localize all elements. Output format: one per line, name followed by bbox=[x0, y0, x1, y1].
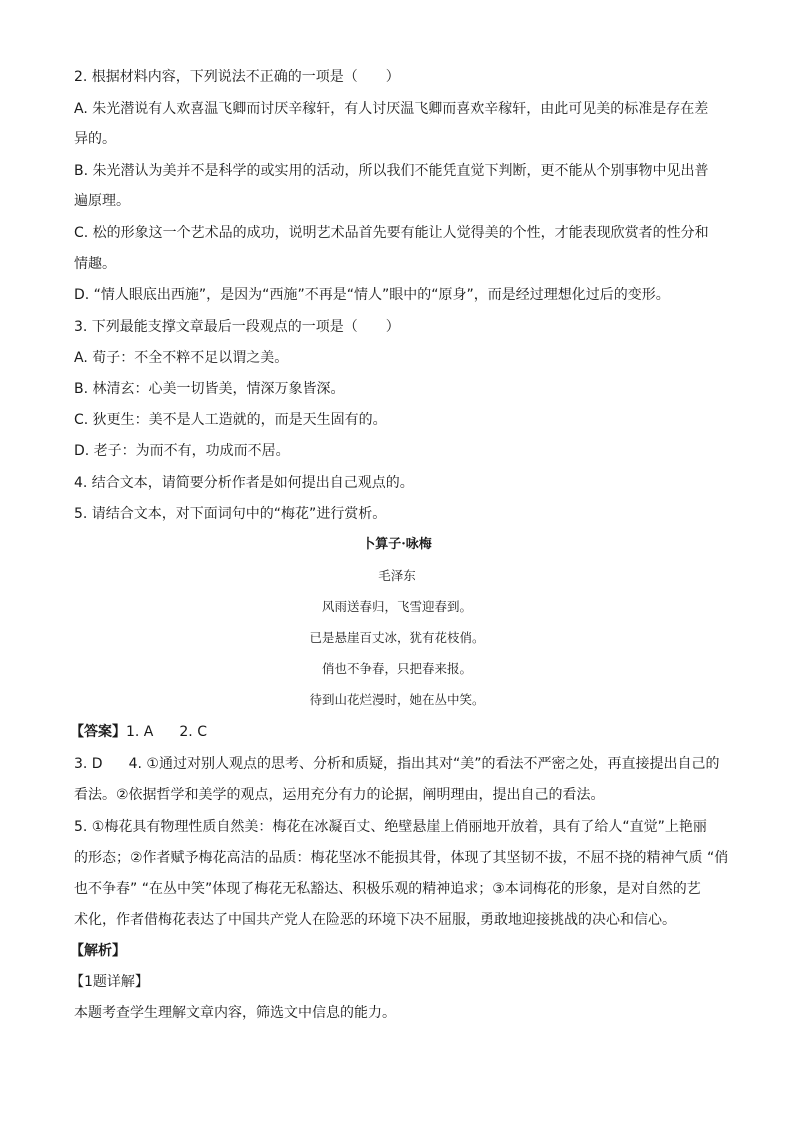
question-3-stem: 3. 下列最能支撑文章最后一段观点的一项是（ ） bbox=[74, 319, 400, 335]
question-2-option-a: A. 朱光潜说有人欢喜温飞卿而讨厌辛稼轩，有人讨厌温飞卿而喜欢辛稼轩，由此可见美的标准是存在差 bbox=[74, 101, 709, 117]
question-3-option-b: B. 林清玄：心美一切皆美，情深万象皆深。 bbox=[74, 381, 345, 397]
answer-row-1 bbox=[70, 723, 720, 741]
question-2-option-b-cont: 遍原理。 bbox=[74, 193, 130, 209]
answer-5-cont: 也不争春” “在丛中笑”体现了梅花无私豁达、积极乐观的精神追求；③本词梅花的形象，是对自然的艺 bbox=[74, 881, 701, 897]
question-2-option-b: B. 朱光潜认为美并不是科学的或实用的活动，所以我们不能凭直觉下判断，更不能从个别事物中见出普 bbox=[74, 163, 709, 179]
question-2-option-a-cont: 异的。 bbox=[74, 131, 116, 147]
poem-title: 卜算子·咏梅 bbox=[362, 537, 432, 552]
answer-4: 4. ①通过对别人观点的思考、分析和质疑，指出其对“美”的看法不严密之处，再直接提出自己的 bbox=[128, 756, 720, 772]
answer-3: 3. D bbox=[74, 756, 103, 772]
analysis-subheading: 【1题详解】 bbox=[70, 974, 149, 990]
answer-5-cont: 术化，作者借梅花表达了中国共产党人在险恶的环境下决不屈服，勇敢地迎接挑战的决心和信心。 bbox=[74, 912, 676, 928]
question-3-option-c: C. 狄更生：美不是人工造就的，而是天生固有的。 bbox=[74, 412, 387, 428]
question-5-stem: 5. 请结合文本，对下面词句中的“梅花”进行赏析。 bbox=[74, 506, 387, 522]
question-2-option-d: D. “情人眼底出西施”，是因为“西施”不再是“情人”眼中的“原身”，而是经过理想化过后的变形。 bbox=[74, 287, 670, 303]
question-2-option-c-cont: 情趣。 bbox=[74, 256, 116, 272]
answer-2: 2. C bbox=[179, 724, 207, 740]
answer-5: 5. ①梅花具有物理性质自然美：梅花在冰凝百丈、绝壁悬崖上俏丽地开放着，具有了给人“直觉”上艳丽 bbox=[74, 819, 707, 835]
question-2-stem: 2. 根据材料内容，下列说法不正确的一项是（ ） bbox=[74, 69, 400, 85]
question-2-option-c: C. 松的形象这一个艺术品的成功，说明艺术品首先要有能让人觉得美的个性，才能表现欣赏者的性分和 bbox=[74, 225, 709, 241]
answer-label: 【答案】 bbox=[70, 724, 126, 740]
question-3-option-d: D. 老子：为而不有，功成而不居。 bbox=[74, 443, 290, 459]
question-4-stem: 4. 结合文本，请简要分析作者是如何提出自己观点的。 bbox=[74, 475, 414, 491]
poem-author: 毛泽东 bbox=[378, 568, 416, 583]
analysis-text: 本题考查学生理解文章内容，筛选文中信息的能力。 bbox=[74, 1005, 396, 1021]
question-3-option-a: A. 荀子：不全不粹不足以谓之美。 bbox=[74, 350, 289, 366]
poem-line: 俏也不争春，只把春来报。 bbox=[321, 661, 472, 676]
answer-5-cont: 的形态；②作者赋予梅花高洁的品质：梅花坚冰不能损其骨，体现了其坚韧不拔，不屈不挠的精神气质 “俏 bbox=[74, 850, 729, 866]
answer-1: 1. A bbox=[126, 724, 154, 740]
analysis-label: 【解析】 bbox=[70, 943, 126, 959]
answer-row-2 bbox=[74, 755, 724, 773]
poem-line: 风雨送春归，飞雪迎春到。 bbox=[321, 599, 472, 614]
poem-line: 待到山花烂漫时，她在丛中笑。 bbox=[309, 692, 485, 707]
poem-line: 已是悬崖百丈冰，犹有花枝俏。 bbox=[309, 630, 485, 645]
answer-4-cont: 看法。②依据哲学和美学的观点，运用充分有力的论据，阐明理由，提出自己的看法。 bbox=[74, 787, 605, 803]
